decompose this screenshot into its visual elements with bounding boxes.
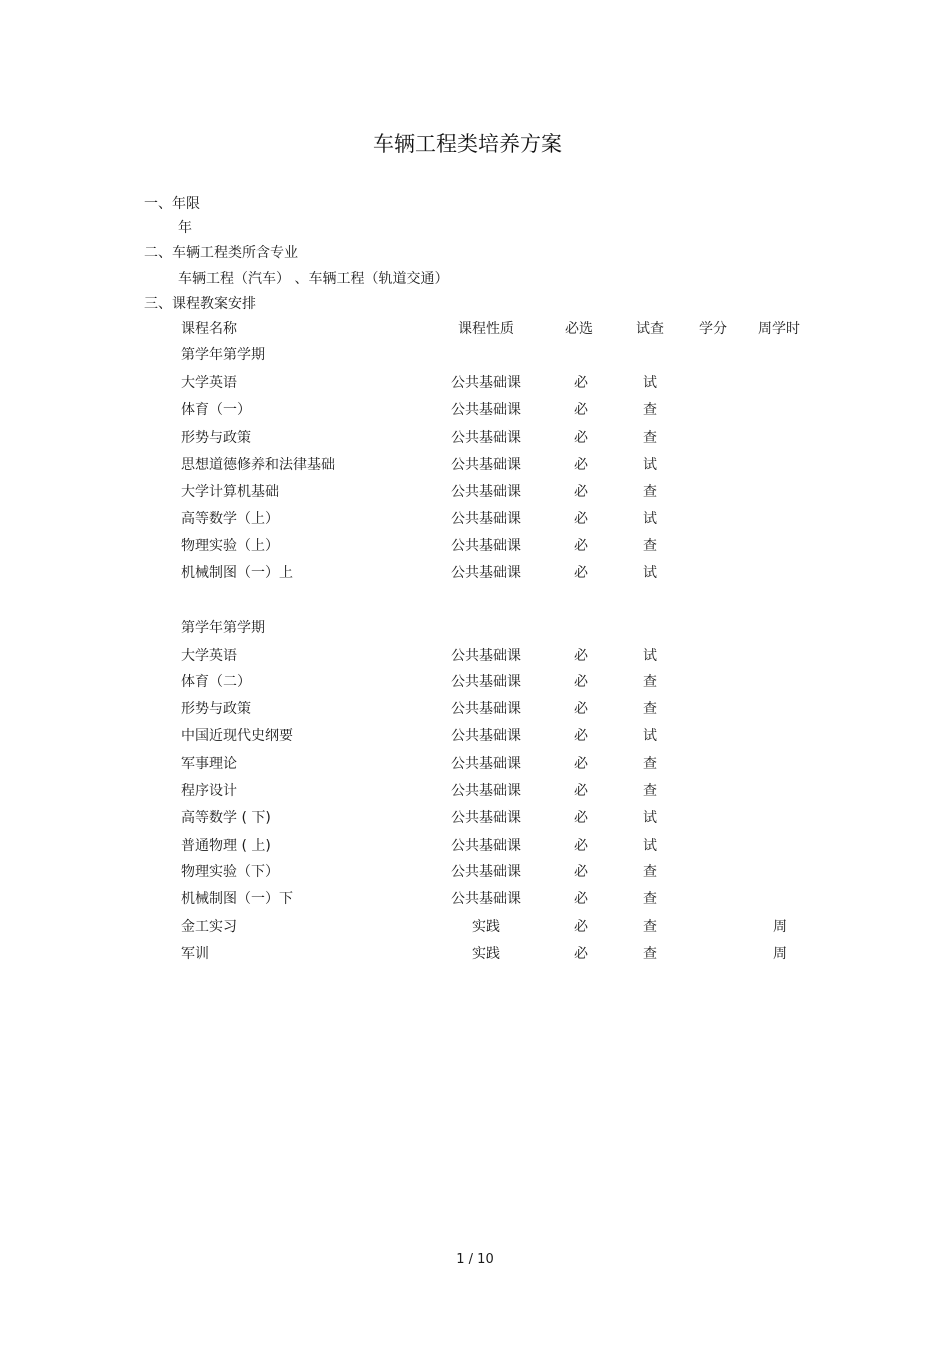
course-required: 必	[574, 674, 588, 690]
course-required: 必	[574, 457, 588, 473]
course-type: 公共基础课	[451, 457, 521, 473]
course-required: 必	[574, 783, 588, 799]
course-required: 必	[574, 565, 588, 581]
course-name: 高等数学 ( 下)	[181, 810, 271, 826]
course-name: 普通物理 ( 上)	[181, 838, 271, 854]
course-weeks: 周	[773, 919, 787, 935]
course-exam-type: 查	[643, 891, 657, 907]
course-required: 必	[574, 701, 588, 717]
course-type: 公共基础课	[451, 783, 521, 799]
course-type: 实践	[472, 946, 500, 962]
section-3-heading: 三、课程教案安排	[144, 296, 256, 312]
course-required: 必	[574, 402, 588, 418]
course-exam-type: 查	[643, 919, 657, 935]
course-name: 物理实验（上）	[181, 538, 279, 554]
course-exam-type: 查	[643, 430, 657, 446]
course-name: 体育（二）	[181, 674, 251, 690]
course-required: 必	[574, 810, 588, 826]
course-exam-type: 查	[643, 538, 657, 554]
course-name: 军训	[181, 946, 209, 962]
course-type: 公共基础课	[451, 701, 521, 717]
section-1-content: 年	[178, 220, 192, 236]
course-exam-type: 试	[643, 457, 657, 473]
header-weekly-hours: 周学时	[758, 321, 800, 337]
course-name: 大学计算机基础	[181, 484, 279, 500]
course-name: 高等数学（上）	[181, 511, 279, 527]
course-name: 形势与政策	[181, 701, 251, 717]
course-type: 公共基础课	[451, 402, 521, 418]
course-required: 必	[574, 838, 588, 854]
course-type: 公共基础课	[451, 674, 521, 690]
course-required: 必	[574, 648, 588, 664]
course-name: 金工实习	[181, 919, 237, 935]
course-name: 军事理论	[181, 756, 237, 772]
course-exam-type: 试	[643, 511, 657, 527]
course-exam-type: 试	[643, 838, 657, 854]
course-type: 公共基础课	[451, 538, 521, 554]
course-type: 公共基础课	[451, 648, 521, 664]
course-exam-type: 查	[643, 946, 657, 962]
course-type: 公共基础课	[451, 565, 521, 581]
course-name: 机械制图（一）下	[181, 891, 293, 907]
course-exam-type: 查	[643, 674, 657, 690]
course-type: 公共基础课	[451, 838, 521, 854]
course-exam-type: 试	[643, 375, 657, 391]
course-exam-type: 查	[643, 756, 657, 772]
course-name: 程序设计	[181, 783, 237, 799]
course-weeks: 周	[773, 946, 787, 962]
course-required: 必	[574, 375, 588, 391]
course-name: 形势与政策	[181, 430, 251, 446]
course-required: 必	[574, 511, 588, 527]
page-number: 1 / 10	[456, 1252, 494, 1267]
course-name: 思想道德修养和法律基础	[181, 457, 335, 473]
course-exam-type: 查	[643, 783, 657, 799]
course-required: 必	[574, 946, 588, 962]
header-course-name: 课程名称	[181, 321, 237, 337]
course-type: 公共基础课	[451, 375, 521, 391]
course-required: 必	[574, 756, 588, 772]
header-credits: 学分	[699, 321, 727, 337]
course-type: 公共基础课	[451, 430, 521, 446]
course-type: 公共基础课	[451, 484, 521, 500]
course-name: 物理实验（下）	[181, 864, 279, 880]
course-exam-type: 查	[643, 402, 657, 418]
section-2-heading: 二、车辆工程类所含专业	[144, 245, 298, 261]
course-name: 中国近现代史纲要	[181, 728, 293, 744]
course-type: 公共基础课	[451, 810, 521, 826]
course-name: 机械制图（一）上	[181, 565, 293, 581]
course-type: 公共基础课	[451, 891, 521, 907]
course-name: 大学英语	[181, 375, 237, 391]
course-required: 必	[574, 891, 588, 907]
course-type: 公共基础课	[451, 728, 521, 744]
course-type: 公共基础课	[451, 511, 521, 527]
course-type: 公共基础课	[451, 756, 521, 772]
course-exam-type: 查	[643, 864, 657, 880]
document-title: 车辆工程类培养方案	[373, 132, 562, 156]
course-name: 体育（一）	[181, 402, 251, 418]
course-name: 大学英语	[181, 648, 237, 664]
course-exam-type: 查	[643, 484, 657, 500]
semester-label: 第学年第学期	[181, 620, 265, 636]
course-exam-type: 试	[643, 810, 657, 826]
course-required: 必	[574, 728, 588, 744]
semester-label: 第学年第学期	[181, 347, 265, 363]
course-exam-type: 试	[643, 565, 657, 581]
header-course-type: 课程性质	[458, 321, 514, 337]
course-required: 必	[574, 919, 588, 935]
course-required: 必	[574, 484, 588, 500]
course-required: 必	[574, 538, 588, 554]
section-2-content: 车辆工程（汽车） 、车辆工程（轨道交通）	[178, 271, 449, 287]
course-required: 必	[574, 864, 588, 880]
header-exam-type: 试查	[636, 321, 664, 337]
course-exam-type: 试	[643, 648, 657, 664]
course-type: 实践	[472, 919, 500, 935]
course-exam-type: 查	[643, 701, 657, 717]
course-exam-type: 试	[643, 728, 657, 744]
header-required: 必选	[565, 321, 593, 337]
course-type: 公共基础课	[451, 864, 521, 880]
section-1-heading: 一、年限	[144, 196, 200, 212]
course-required: 必	[574, 430, 588, 446]
